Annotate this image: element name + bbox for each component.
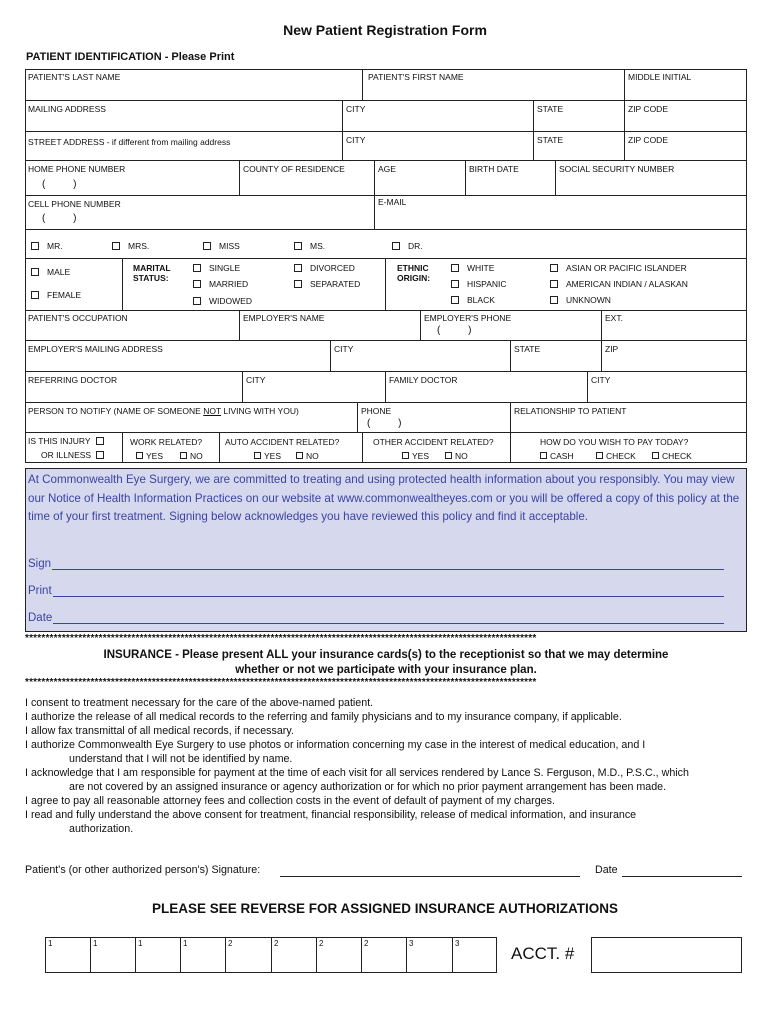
employer-phone-label: EMPLOYER'S PHONE — [424, 313, 512, 323]
auto-accident-label: AUTO ACCIDENT RELATED? — [225, 437, 340, 447]
insurance-notice-line1: INSURANCE - Please present ALL your insurance cards(s) to the receptionist so that we may determine — [103, 649, 669, 661]
title-ms-checkbox[interactable]: MS. — [294, 241, 325, 251]
divider-stars-top: ***************************************************************************************************************************** — [25, 633, 537, 644]
mailing-address-label: MAILING ADDRESS — [28, 104, 106, 114]
sex-male-checkbox[interactable]: MALE — [31, 267, 70, 277]
consent-line: I authorize the release of all medical records to the referring and family physicians and to my insurance company, if applicable. — [25, 711, 622, 723]
policy-date-line[interactable] — [28, 612, 724, 624]
last-name-label: PATIENT'S LAST NAME — [28, 72, 121, 82]
other-yes-checkbox[interactable]: YES — [402, 451, 429, 461]
referring-city-label: CITY — [246, 375, 266, 385]
state-label: STATE — [537, 104, 564, 114]
title-mr-checkbox[interactable]: MR. — [31, 241, 63, 251]
cell-phone-parens: ( ) — [42, 213, 77, 224]
consent-line: I authorize Commonwealth Eye Surgery to use photos or information concerning my case in the interest of medical education, and I — [25, 739, 646, 751]
acct-digit-cell[interactable]: 1 — [91, 937, 136, 973]
work-no-checkbox[interactable]: NO — [180, 451, 203, 461]
referring-doctor-label: REFERRING DOCTOR — [28, 375, 118, 385]
patient-signature-label: Patient's (or other authorized person's) Signature: — [25, 864, 261, 876]
relationship-label: RELATIONSHIP TO PATIENT — [514, 406, 627, 416]
title-miss-checkbox[interactable]: MISS — [203, 241, 240, 251]
ethnic-american-indian-checkbox[interactable]: AMERICAN INDIAN / ALASKAN — [550, 279, 688, 289]
marital-married-checkbox[interactable]: MARRIED — [193, 279, 248, 289]
other-no-checkbox[interactable]: NO — [445, 451, 468, 461]
auto-no-checkbox[interactable]: NO — [296, 451, 319, 461]
divider-stars-bottom: ***************************************************************************************************************************** — [25, 677, 537, 688]
marital-widowed-checkbox[interactable]: WIDOWED — [193, 296, 252, 306]
or-illness-checkbox[interactable]: OR ILLNESS — [41, 450, 104, 460]
notify-prefix: PERSON TO NOTIFY (NAME OF SOMEONE — [28, 406, 204, 416]
cell-phone-label: CELL PHONE NUMBER — [28, 199, 121, 209]
ssn-label: SOCIAL SECURITY NUMBER — [559, 164, 675, 174]
patient-signature-line[interactable] — [280, 876, 580, 877]
consent-line: authorization. — [69, 823, 134, 835]
work-related-label: WORK RELATED? — [130, 437, 203, 447]
insurance-notice-line2: whether or not we participate with your insurance plan. — [235, 664, 537, 676]
middle-initial-label: MIDDLE INITIAL — [628, 72, 692, 82]
consent-line: I agree to pay all reasonable attorney fees and collection costs in the event of default of payment of my charges. — [25, 795, 555, 807]
home-phone-label: HOME PHONE NUMBER — [28, 164, 126, 174]
consent-line: I acknowledge that I am responsible for payment at the time of each visit for all services rendered by Lance S. Ferguson, M.D., P.S.C., which — [25, 767, 689, 779]
policy-print-line[interactable] — [28, 585, 724, 597]
sex-female-checkbox[interactable]: FEMALE — [31, 290, 81, 300]
marital-label-2: STATUS: — [133, 273, 169, 283]
auto-yes-checkbox[interactable]: YES — [254, 451, 281, 461]
employer-name-label: EMPLOYER'S NAME — [243, 313, 325, 323]
reverse-note: PLEASE SEE REVERSE FOR ASSIGNED INSURANCE AUTHORIZATIONS — [151, 901, 619, 916]
city-label: CITY — [346, 104, 366, 114]
ethnic-unknown-checkbox[interactable]: UNKNOWN — [550, 295, 611, 305]
notify-phone-label: PHONE — [361, 406, 392, 416]
consent-line: I allow fax transmittal of all medical records, if necessary. — [25, 725, 294, 737]
pay-question-label: HOW DO YOU WISH TO PAY TODAY? — [540, 437, 689, 447]
employer-city-label: CITY — [334, 344, 354, 354]
policy-print-label: Print — [28, 585, 52, 597]
family-doctor-label: FAMILY DOCTOR — [389, 375, 458, 385]
acct-digit-cell[interactable]: 1 — [136, 937, 181, 973]
family-city-label: CITY — [591, 375, 611, 385]
acct-number-field[interactable] — [591, 937, 742, 973]
employer-state-label: STATE — [514, 344, 541, 354]
occupation-label: PATIENT'S OCCUPATION — [28, 313, 128, 323]
ethnic-label-1: ETHNIC — [397, 263, 429, 273]
home-phone-parens: ( ) — [42, 179, 77, 190]
pay-cash-checkbox[interactable]: CASH — [540, 451, 574, 461]
ethnic-white-checkbox[interactable]: WHITE — [451, 263, 494, 273]
email-label: E-MAIL — [378, 197, 407, 207]
acct-digit-cell[interactable]: 3 — [453, 937, 497, 973]
zip-code-label: ZIP CODE — [628, 104, 668, 114]
page-title: New Patient Registration Form — [283, 22, 487, 38]
ethnic-black-checkbox[interactable]: BLACK — [451, 295, 495, 305]
work-yes-checkbox[interactable]: YES — [136, 451, 163, 461]
ethnic-asian-checkbox[interactable]: ASIAN OR PACIFIC ISLANDER — [550, 263, 687, 273]
state-label-2: STATE — [537, 135, 564, 145]
policy-date-label: Date — [28, 612, 53, 624]
policy-sign-label: Sign — [28, 558, 52, 570]
title-dr-checkbox[interactable]: DR. — [392, 241, 423, 251]
acct-digit-cell[interactable]: 2 — [317, 937, 362, 973]
age-label: AGE — [378, 164, 396, 174]
other-accident-label: OTHER ACCIDENT RELATED? — [373, 437, 494, 447]
notify-not: NOT — [203, 406, 222, 416]
street-address-label: STREET ADDRESS - if different from mailing address — [28, 137, 231, 147]
pay-check-checkbox[interactable]: CHECK — [596, 451, 636, 461]
consent-line: I read and fully understand the above consent for treatment, financial responsibility, release of medical information, and insurance — [25, 809, 637, 821]
notify-suffix: LIVING WITH YOU) — [221, 406, 299, 416]
acct-digit-cell[interactable]: 2 — [226, 937, 272, 973]
policy-sign-line[interactable] — [28, 558, 724, 570]
acct-digit-cell[interactable]: 1 — [45, 937, 91, 973]
consent-line: are not covered by an assigned insurance or agency authorization or for which no prior payment arrangement has been made. — [69, 781, 667, 793]
is-this-injury-checkbox[interactable]: IS THIS INJURY — [28, 436, 104, 446]
acct-digit-cell[interactable]: 1 — [181, 937, 226, 973]
pay-check-checkbox-2[interactable]: CHECK — [652, 451, 692, 461]
employer-mailing-label: EMPLOYER'S MAILING ADDRESS — [28, 344, 163, 354]
acct-number-label: ACCT. # — [511, 944, 575, 963]
section-heading: PATIENT IDENTIFICATION - Please Print — [26, 51, 235, 63]
acct-digit-cell[interactable]: 3 — [407, 937, 453, 973]
zip-code-label-2: ZIP CODE — [628, 135, 668, 145]
ext-label: EXT. — [605, 313, 623, 323]
consent-line: I consent to treatment necessary for the care of the above-named patient. — [25, 697, 374, 709]
employer-phone-parens: ( ) — [437, 325, 472, 336]
birth-date-label: BIRTH DATE — [469, 164, 519, 174]
employer-zip-label: ZIP — [605, 344, 619, 354]
privacy-policy-box — [25, 468, 747, 632]
ethnic-label-2: ORIGIN: — [397, 273, 431, 283]
title-mrs-checkbox[interactable]: MRS. — [112, 241, 149, 251]
consent-line: understand that I will not be identified by name. — [69, 753, 293, 765]
marital-divorced-checkbox[interactable]: DIVORCED — [294, 263, 355, 273]
notify-phone-parens: ( ) — [367, 418, 402, 429]
person-to-notify-label — [28, 406, 299, 416]
county-label: COUNTY OF RESIDENCE — [243, 164, 345, 174]
first-name-label: PATIENT'S FIRST NAME — [368, 72, 464, 82]
marital-label-1: MARITAL — [133, 263, 171, 273]
signature-date-line[interactable] — [622, 876, 742, 877]
city-label-2: CITY — [346, 135, 366, 145]
privacy-policy-text: At Commonwealth Eye Surgery, we are committed to treating and using protected health information about you responsibly. You may view our Notice of Health Information Practices on our website at www.commonwealtheyes.com or you will be offered a copy of this policy at the time of your first treatment. Signing below acknowledges you have reviewed this policy and find it acceptable. — [28, 473, 740, 523]
ethnic-hispanic-checkbox[interactable]: HISPANIC — [451, 279, 507, 289]
marital-single-checkbox[interactable]: SINGLE — [193, 263, 240, 273]
marital-separated-checkbox[interactable]: SEPARATED — [294, 279, 360, 289]
signature-date-label: Date — [595, 864, 618, 876]
consent-block — [25, 696, 755, 836]
acct-digit-cell[interactable]: 2 — [362, 937, 407, 973]
acct-digit-cell[interactable]: 2 — [272, 937, 317, 973]
